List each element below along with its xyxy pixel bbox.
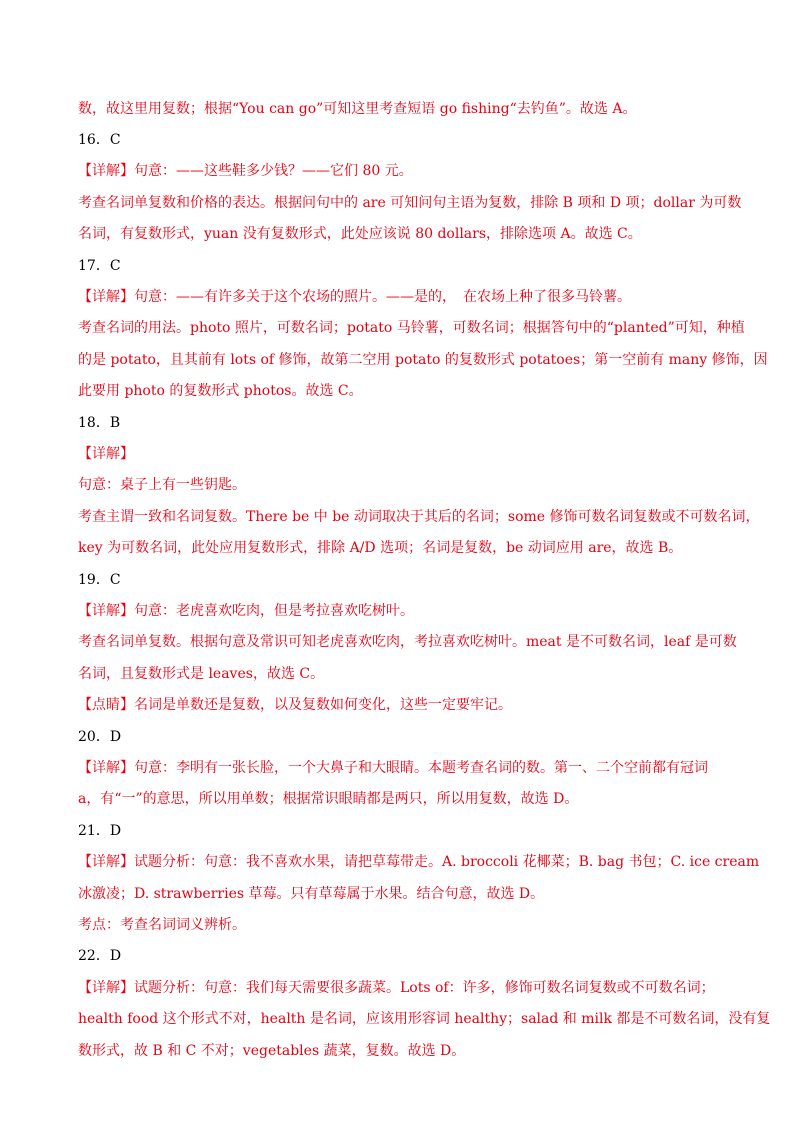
question-number-22: 22．D: [78, 948, 122, 964]
text-line: 【详解】句意：李明有一张长脸，一个大鼻子和大眼睛。本题考查名词的数。第一、二个空前都有冠词: [78, 760, 708, 776]
text-line: 数形式，故 B 和 C 不对；vegetables 蔬菜，复数。故选 D。: [78, 1043, 466, 1059]
text-line: 【详解】试题分析：句意：我们每天需要很多蔬菜。Lots of：许多，修饰可数名词复数或不可数名词；: [78, 980, 715, 996]
text-line: 考查名词单复数和价格的表达。根据问句中的 are 可知问句主语为复数，排除 B 项和 D 项；dollar 为可数: [78, 195, 742, 211]
text-line: 句意：桌子上有一些钥匙。: [78, 477, 246, 493]
question-number-16: 16．C: [78, 132, 121, 148]
text-line: 【详解】句意：——这些鞋多少钱？——它们 80 元。: [78, 163, 413, 179]
text-line: 【详解】句意：老虎喜欢吃肉，但是考拉喜欢吃树叶。: [78, 603, 414, 619]
text-line: 考查名词单复数。根据句意及常识可知老虎喜欢吃肉，考拉喜欢吃树叶。meat 是不可数名词，leaf 是可数: [78, 634, 737, 650]
question-number-18: 18．B: [78, 415, 121, 431]
text-line: 考查名词的用法。photo 照片，可数名词；potato 马铃薯，可数名词；根据答句中的“planted”可知，种植: [78, 320, 745, 336]
text-line: 数，故这里用复数；根据“You can go”可知这里考查短语 go fishing“去钓鱼”。故选 A。: [78, 101, 637, 117]
text-line: 考查主谓一致和名词复数。There be 中 be 动词取决于其后的名词；some 修饰可数名词复数或不可数名词，: [78, 509, 760, 525]
question-number-21: 21．D: [78, 823, 122, 839]
text-line: health food 这个形式不对，health 是名词，应该用形容词 healthy；salad 和 milk 都是不可数名词，没有复: [78, 1011, 771, 1027]
text-line: 【详解】: [78, 446, 134, 462]
text-line: key 为可数名词，此处应用复数形式，排除 A/D 选项；名词是复数，be 动词应用 are，故选 B。: [78, 540, 683, 556]
question-number-17: 17．C: [78, 258, 121, 274]
text-line: 此要用 photo 的复数形式 photos。故选 C。: [78, 383, 363, 399]
text-line: a，有“一”的意思，所以用单数；根据常识眼睛都是两只，所以用复数，故选 D。: [78, 791, 579, 807]
text-line: 考点：考查名词词义辨析。: [78, 917, 246, 933]
text-line: 的是 potato，且其前有 lots of 修饰，故第二空用 potato 的复数形式 potatoes；第一空前有 many 修饰，因: [78, 352, 768, 368]
text-line: 名词，且复数形式是 leaves，故选 C。: [78, 666, 325, 682]
text-line: 【点睛】名词是单数还是复数，以及复数如何变化，这些一定要牢记。: [78, 697, 512, 713]
text-line: 【详解】句意：——有许多关于这个农场的照片。——是的， 在农场上种了很多马铃薯。: [78, 289, 631, 305]
text-line: 冰激凌；D. strawberries 草莓。只有草莓属于水果。结合句意，故选 D。: [78, 886, 545, 902]
question-number-20: 20．D: [78, 729, 122, 745]
text-line: 名词，有复数形式，yuan 没有复数形式，此处应该说 80 dollars，排除选项 A。故选 C。: [78, 226, 642, 242]
text-line: 【详解】试题分析：句意：我不喜欢水果，请把草莓带走。A. broccoli 花椰菜；B. bag 书包；C. ice cream: [78, 854, 760, 870]
question-number-19: 19．C: [78, 572, 121, 588]
